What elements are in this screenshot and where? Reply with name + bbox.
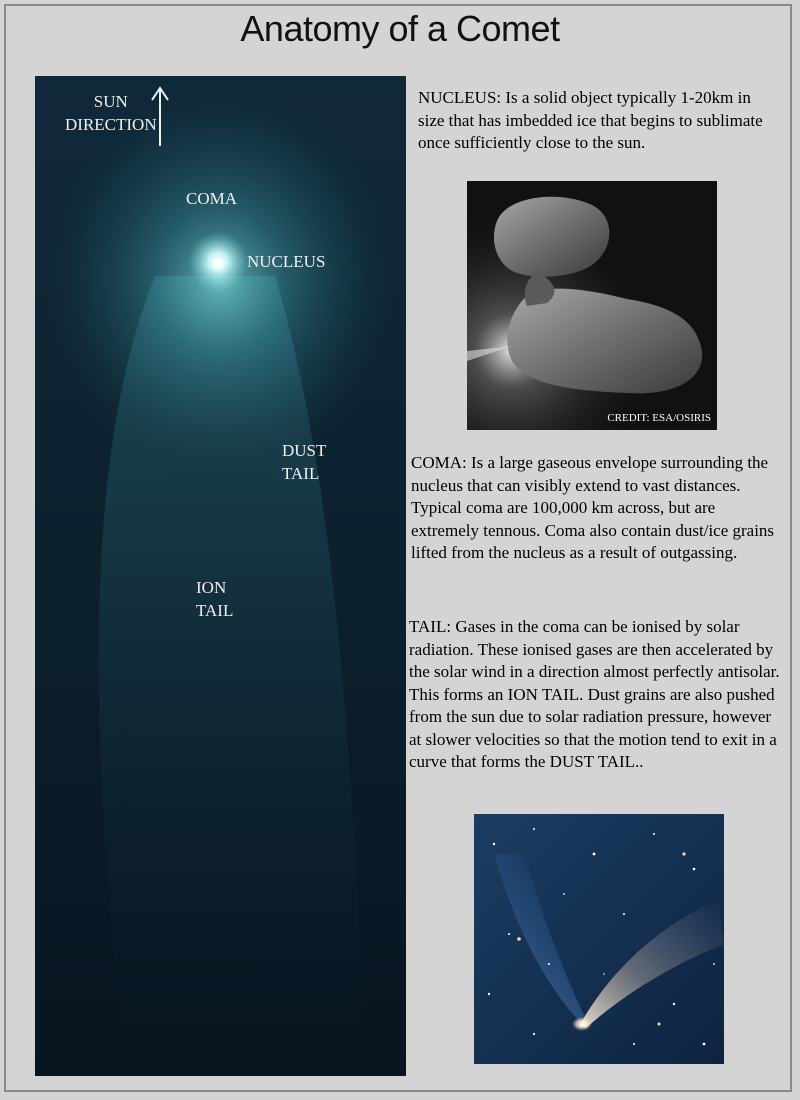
dust-tail-label-line1: DUST — [282, 441, 327, 460]
nucleus-label: NUCLEUS — [247, 252, 326, 271]
ion-tail-label — [196, 576, 233, 622]
comet-nucleus-picture — [467, 181, 717, 430]
dust-tail-label — [282, 439, 326, 485]
ion-tail-label-line1: ION — [196, 578, 227, 597]
page-title: Anatomy of a Comet — [240, 8, 560, 49]
nucleus-photo — [467, 181, 717, 430]
photo-credit: CREDIT: ESA/OSIRIS — [607, 412, 711, 424]
coma-label: COMA — [186, 189, 238, 208]
comet-sky-picture — [474, 814, 724, 1064]
sun-direction-label-line2: DIRECTION — [65, 115, 157, 134]
ion-tail-label-line2: TAIL — [196, 601, 234, 620]
tail-description: TAIL: Gases in the coma can be ionised by solar radiation. These ionised gases are then accelerated by the solar wind in a direction almost perfectly antisolar. This forms an ION TAIL. Dust grains are also pushed from the sun due to solar radiation pressure, however at slower velocities so that the motion tend to exit in a curve that forms the DUST TAIL.. — [409, 617, 780, 771]
nucleus-point — [213, 259, 223, 269]
dust-tail-label-line2: TAIL — [282, 464, 320, 483]
coma-description: COMA: Is a large gaseous envelope surrounding the nucleus that can visibly extend to vast distances. Typical coma are 100,000 km across, but are extremely tennous. Coma also contain dust/ice grains lifted from the nucleus as a result of outgassing. — [411, 453, 775, 562]
sun-direction-label — [65, 90, 157, 136]
nucleus-description: NUCLEUS: Is a solid object typically 1-20km in size that has imbedded ice that begins to sublimate once sufficiently close to the sun. — [418, 88, 763, 152]
comet-diagram-image — [35, 76, 406, 1076]
sun-direction-label-line1: SUN — [93, 92, 128, 111]
comet-sky-photo — [474, 814, 724, 1064]
